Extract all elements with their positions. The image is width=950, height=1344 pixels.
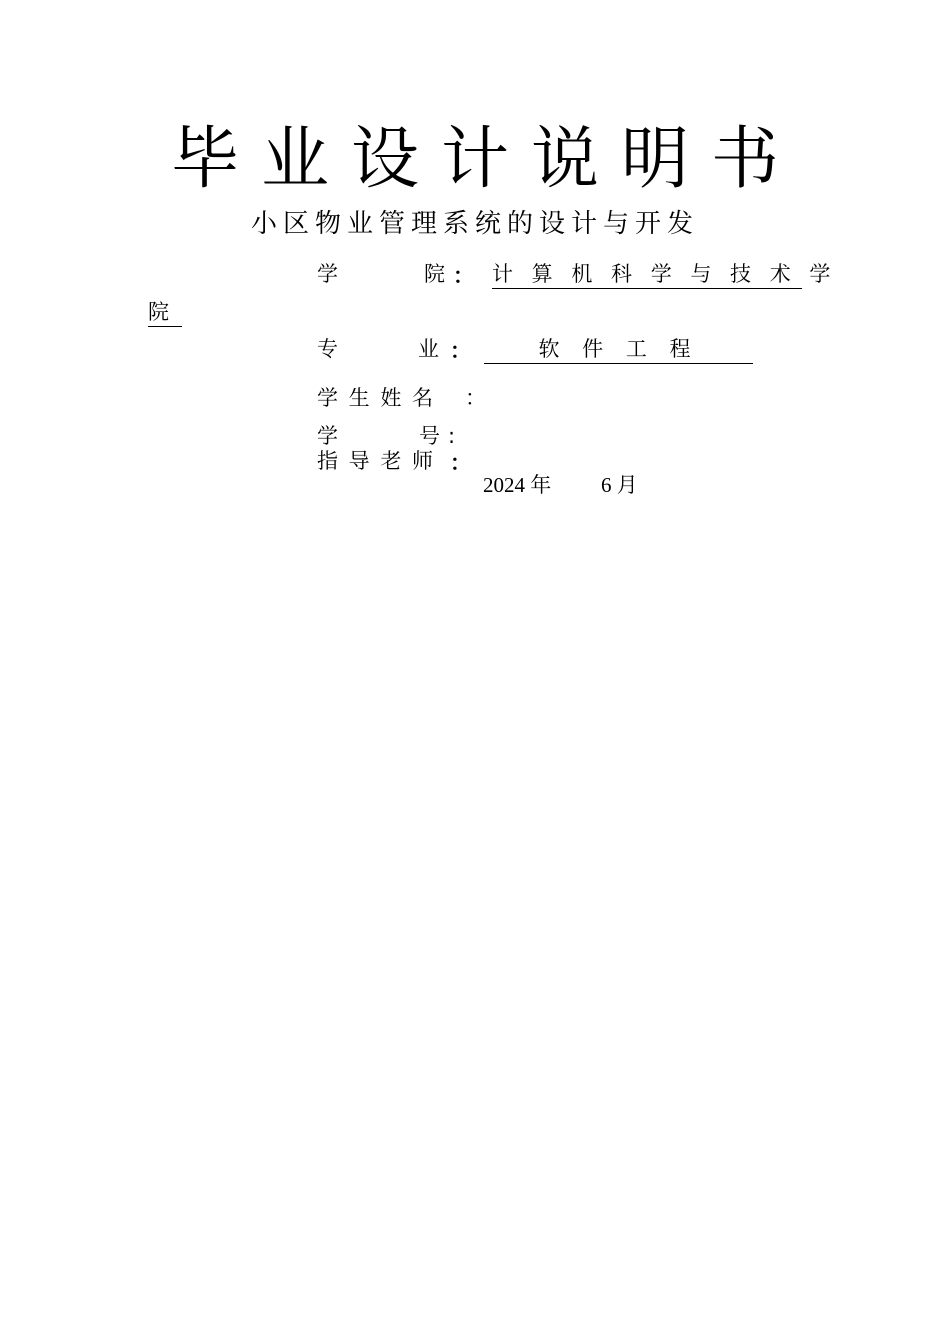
college-label-char-2: 院 [424,262,445,286]
student-id-label-char-2: 号 [419,424,440,448]
major-label-char-1: 专 [317,337,338,361]
college-value: 计 算 机 科 学 与 技 术 学 [492,260,802,289]
advisor-label: 指 导 老 师 [317,449,436,473]
student-id-colon: : [448,424,456,448]
student-id-label-char-1: 学 [317,424,338,448]
student-name-label: 学 生 姓 名 [317,386,436,410]
date-month: 6 月 [601,473,638,497]
major-colon: ： [450,339,471,363]
major-label-char-2: 业 [418,337,439,361]
document-title: 毕业设计说明书 [170,120,801,199]
major-value: 软 件 工 程 [484,335,753,364]
student-name-colon: ： [465,386,486,410]
college-value-continuation: 院 [148,298,182,327]
date-year: 2024 年 [483,473,552,497]
college-label-char-1: 学 [317,262,338,286]
college-colon: ： [453,264,474,288]
advisor-colon: ： [450,451,471,475]
thesis-subtitle: 小区物业管理系统的设计与开发 [250,209,699,239]
